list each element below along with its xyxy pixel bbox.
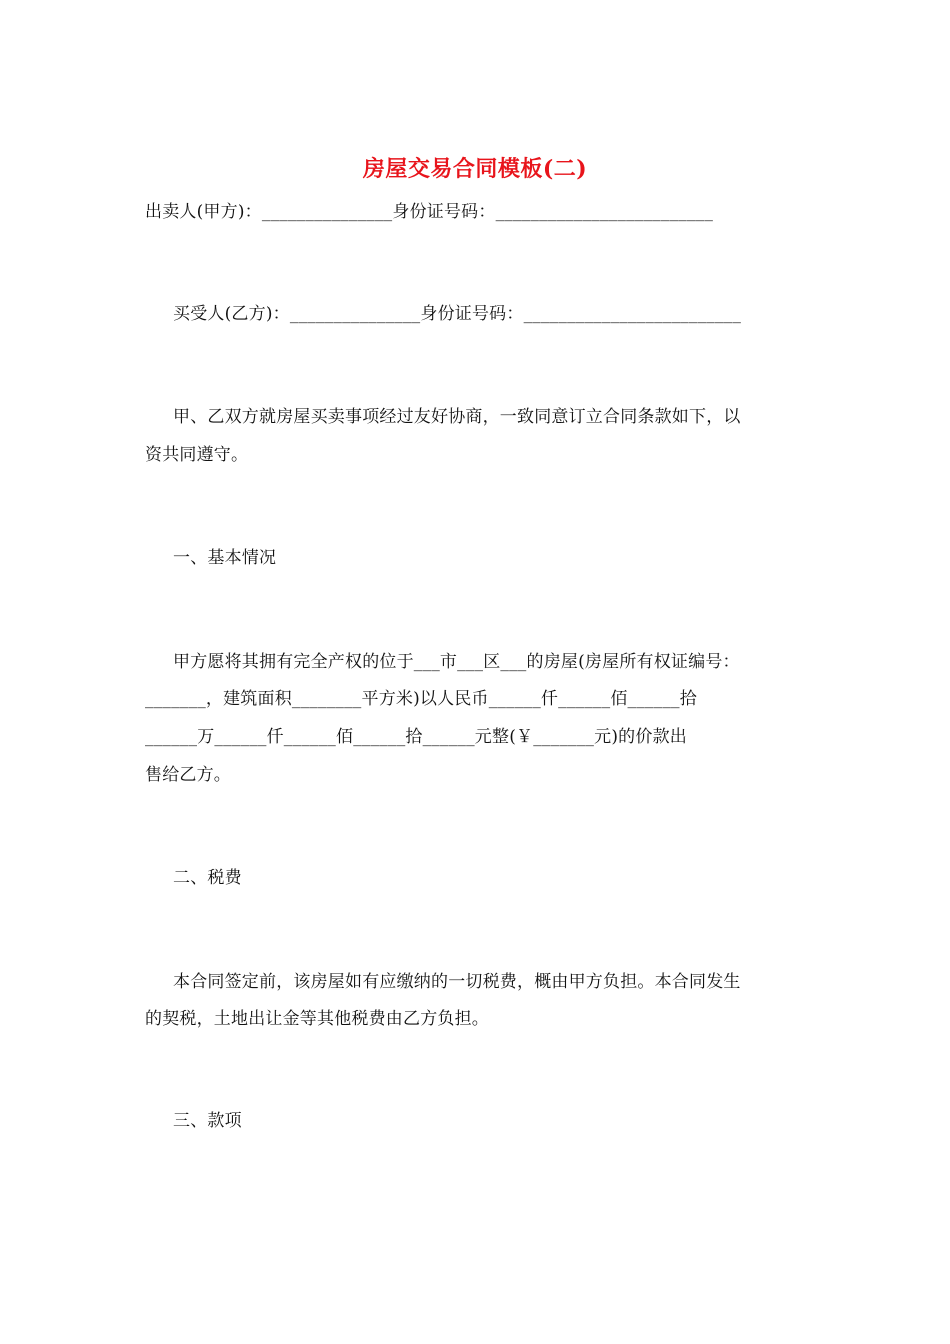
- buyer-line: 买受人(乙方)：_______________身份证号码：_________________________: [173, 304, 742, 324]
- section-heading-taxes: 二、税费: [173, 868, 242, 888]
- taxes-line-1: 本合同签定前，该房屋如有应缴纳的一切税费，概由甲方负担。本合同发生: [173, 972, 741, 992]
- intro-line-2: 资共同遵守。: [145, 445, 249, 465]
- intro-line-1: 甲、乙双方就房屋买卖事项经过友好协商，一致同意订立合同条款如下，以: [173, 407, 741, 427]
- taxes-line-2: 的契税，土地出让金等其他税费由乙方负担。: [145, 1009, 489, 1029]
- basic-info-line-1: 甲方愿将其拥有完全产权的位于___市___区___的房屋(房屋所有权证编号：: [173, 652, 740, 672]
- basic-info-line-4: 售给乙方。: [145, 765, 231, 785]
- document-title: 房屋交易合同模板(二): [362, 156, 588, 182]
- section-heading-basic-info: 一、基本情况: [173, 548, 277, 568]
- basic-info-line-3: ______万______仟______佰______拾______元整(￥_______元)的价款出: [145, 727, 687, 747]
- section-heading-payment: 三、款项: [173, 1111, 242, 1131]
- basic-info-line-2: _______，建筑面积________平方米)以人民币______仟______佰______拾: [145, 689, 697, 709]
- seller-line: 出卖人(甲方)：_______________身份证号码：_________________________: [145, 202, 714, 222]
